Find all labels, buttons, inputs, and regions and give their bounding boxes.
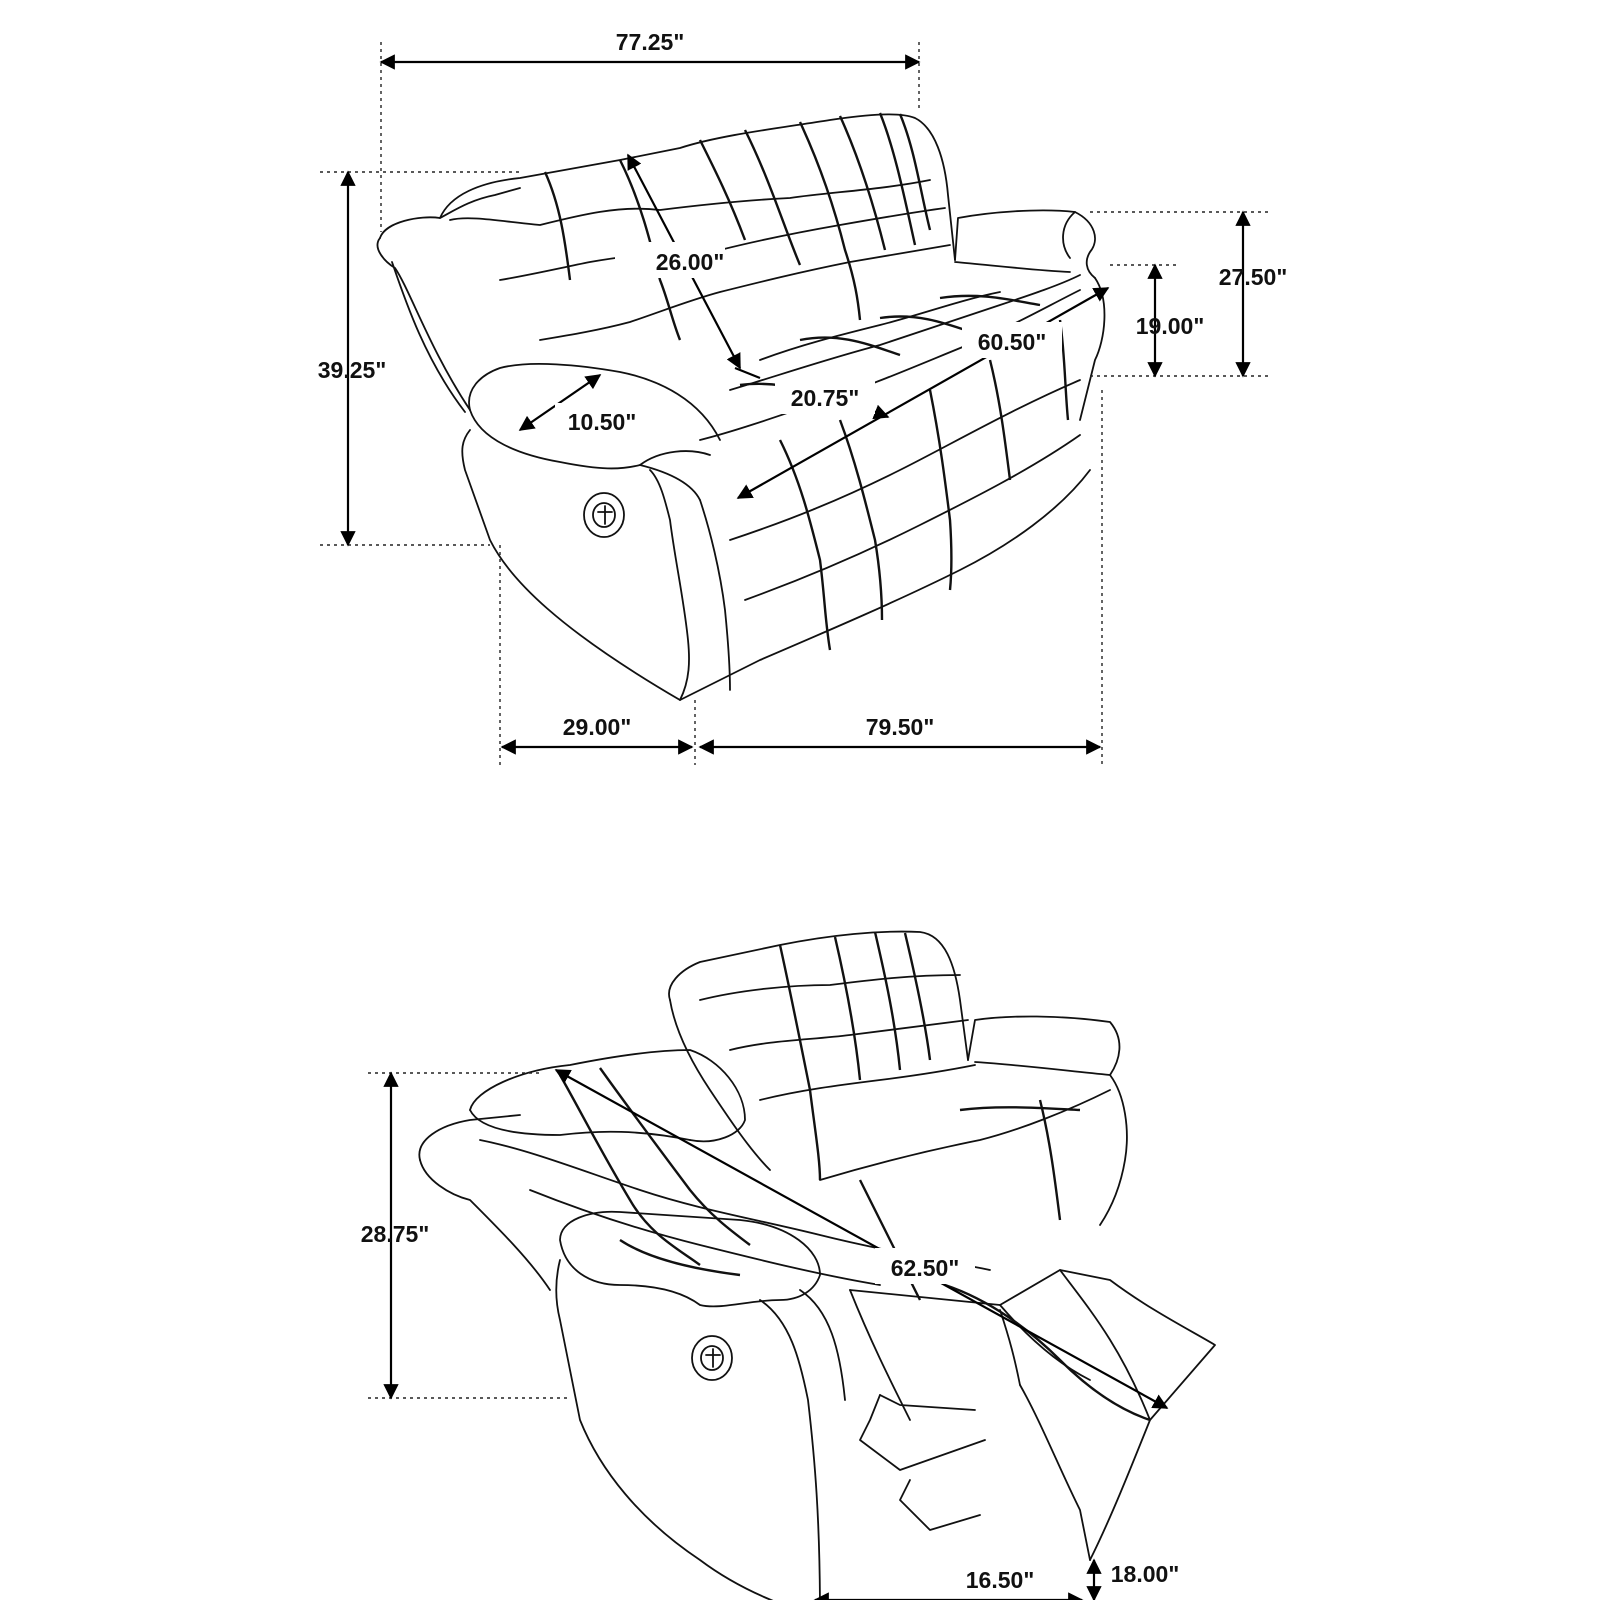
back-height-label: 26.00": [655, 249, 725, 275]
overall-height-label: 39.25": [317, 357, 387, 383]
reclined-height-label: 28.75": [360, 1221, 430, 1247]
length-label: 79.50": [865, 714, 935, 740]
depth-label: 29.00": [562, 714, 632, 740]
seat-depth-arrow: [735, 368, 760, 378]
overall-width-label: 77.25": [615, 29, 685, 55]
sofa-reclined-drawing: [419, 932, 1215, 1600]
sofa-upright-drawing: [378, 113, 1105, 700]
dimension-labels-reclined: [361, 1221, 1179, 1593]
footrest-extension-label: 16.50": [965, 1567, 1035, 1593]
reclined-length-label: 62.50": [890, 1255, 960, 1281]
release-handle-icon: [584, 493, 624, 537]
reclined-length-arrow: [556, 1070, 1167, 1408]
arm-width-label: 10.50": [567, 409, 637, 435]
seat-height-label: 19.00": [1135, 313, 1205, 339]
arm-height-label: 27.50": [1218, 264, 1288, 290]
seat-width-label: 60.50": [977, 329, 1047, 355]
dimension-labels-top: [318, 29, 1287, 740]
seat-depth-label: 20.75": [790, 385, 860, 411]
release-handle-icon-reclined: [692, 1336, 732, 1380]
footrest-height-label: 18.00": [1110, 1561, 1180, 1587]
